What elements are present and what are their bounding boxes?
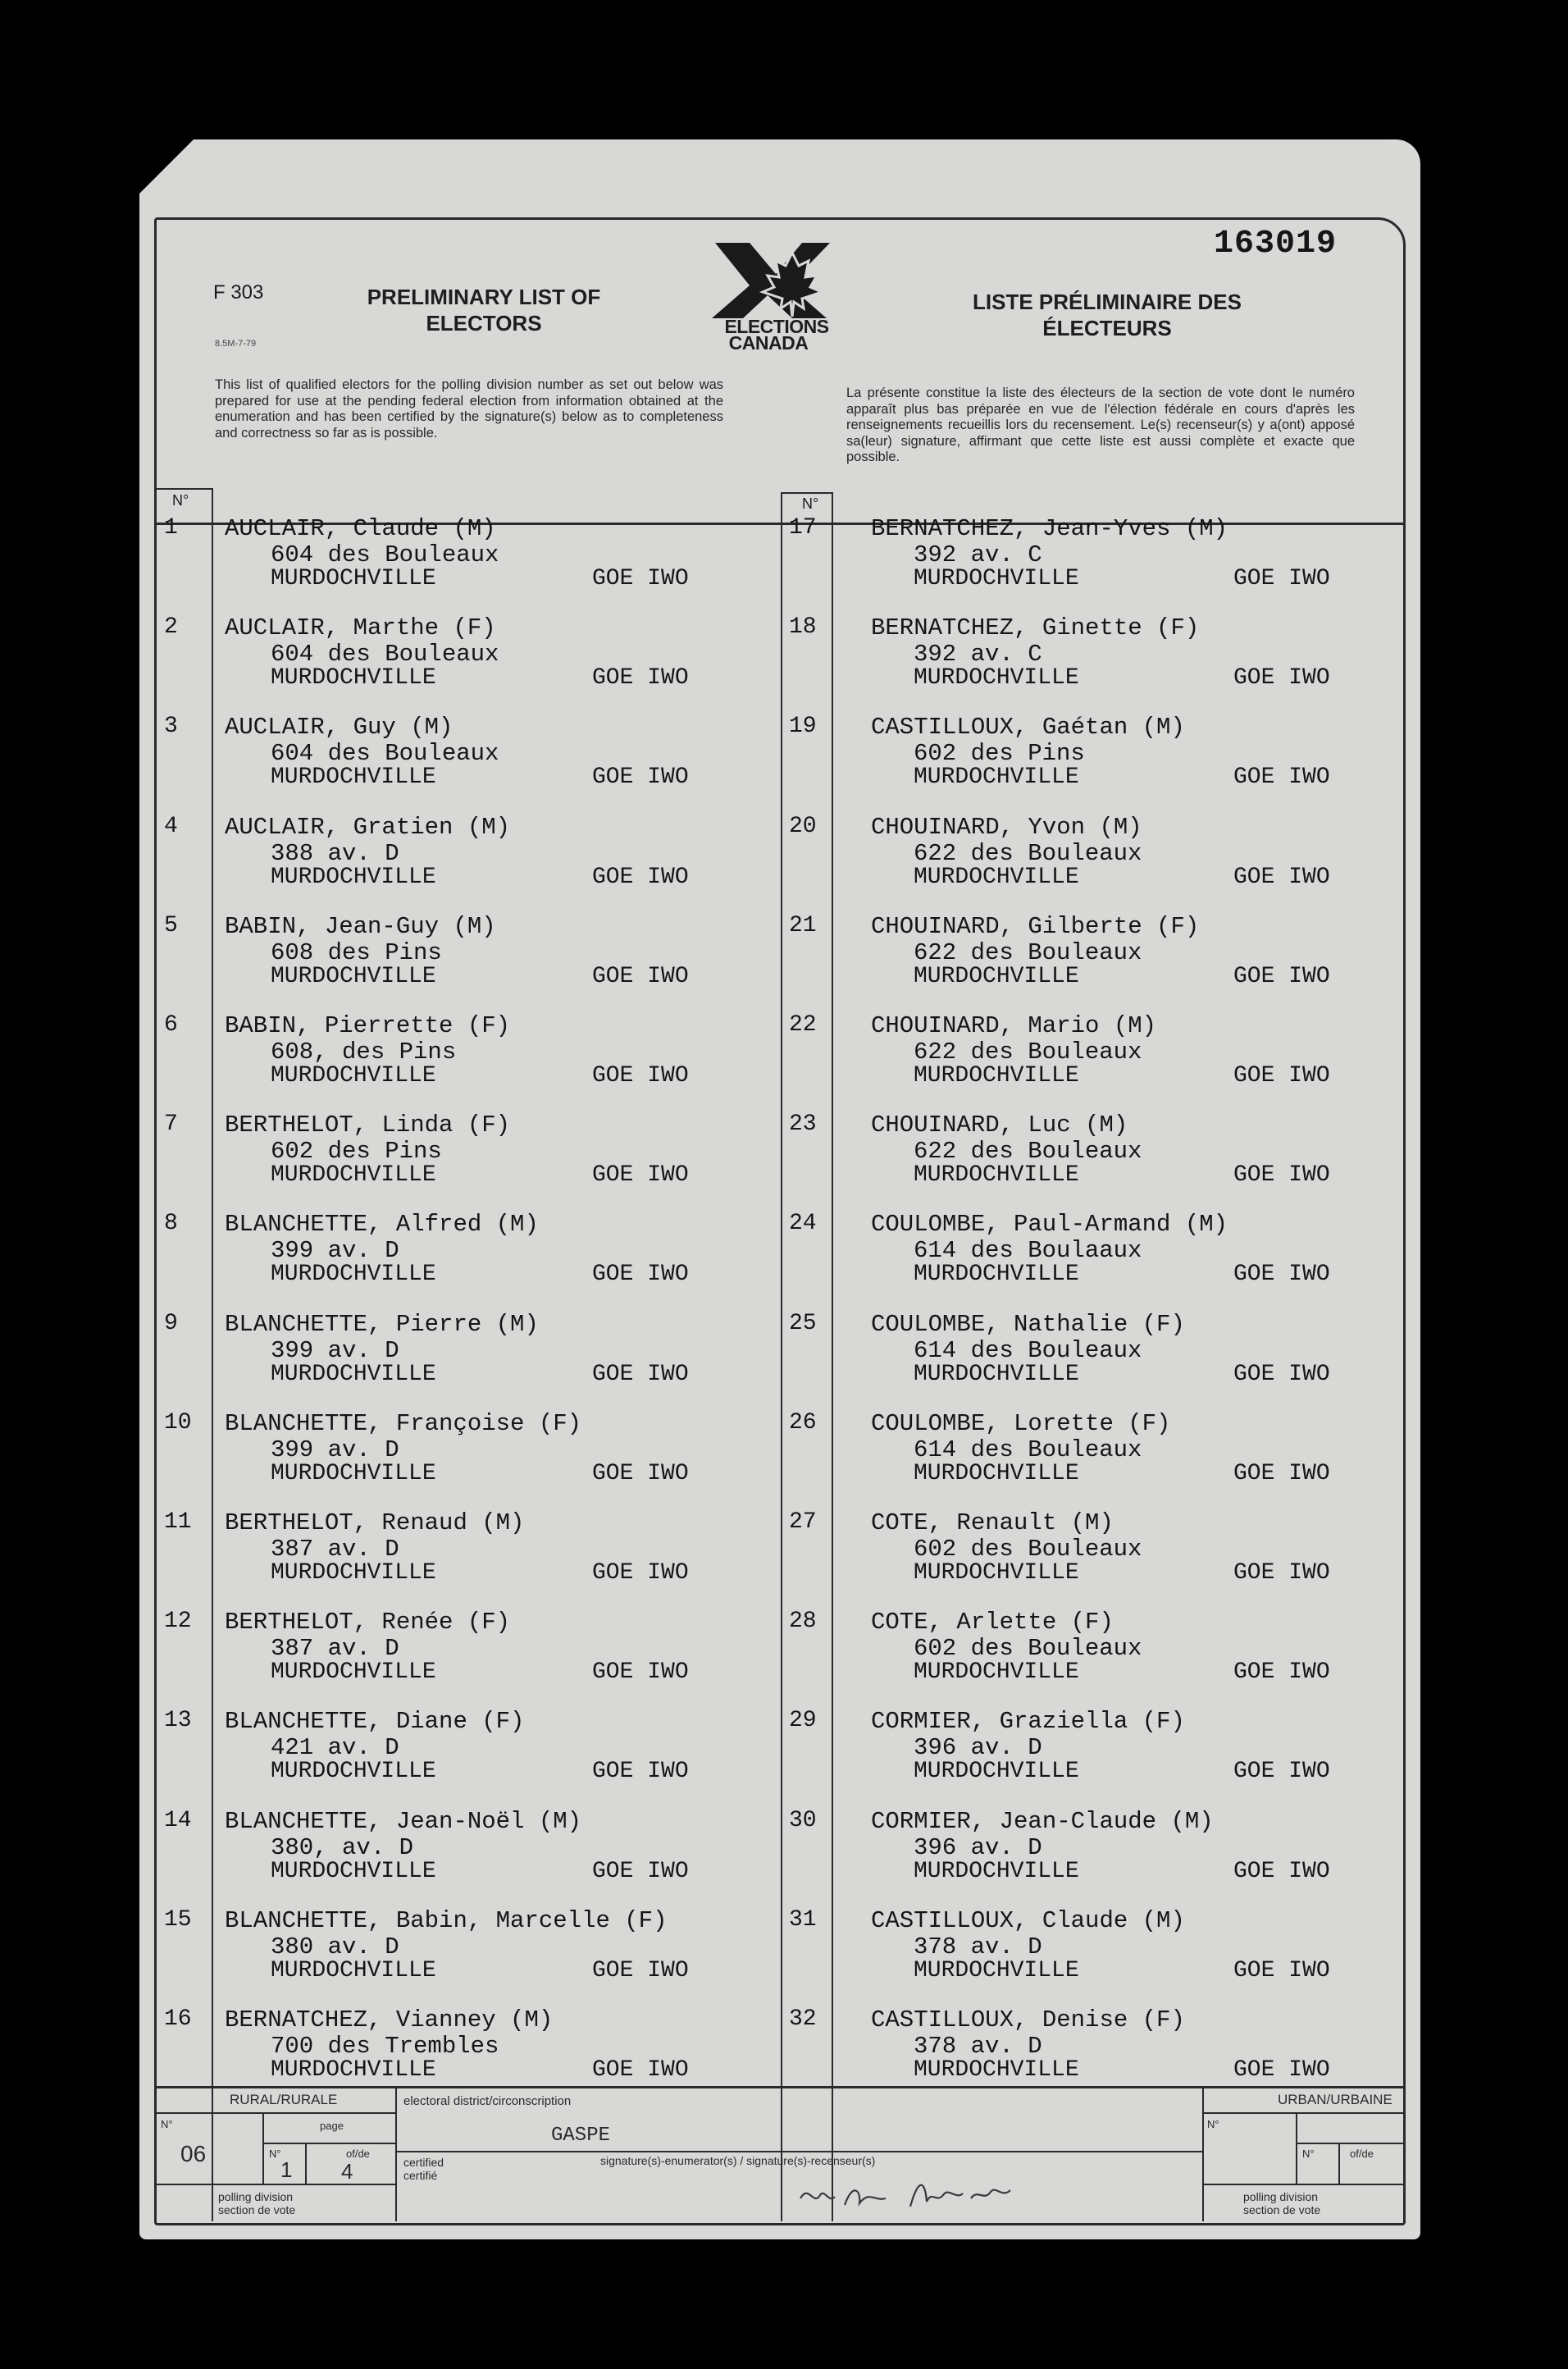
elector-postal-code: GOE IWO: [1233, 1361, 1330, 1387]
elector-number: 14: [164, 1807, 192, 1833]
elector-entry: [789, 814, 1363, 912]
intro-french: La présente constitue la liste des électeurs de la section de vote dont le numéro apparaît plus bas préparée en vue de l'élection fédérale en cours d'après les renseignements recueillis lors du recensement. Le(s) recenseur(s) y a(ont) apposé sa(leur) signature, affirmant que cette liste est aussi complète et exacte que possible.: [846, 386, 1355, 464]
district-value: GASPE: [551, 2125, 611, 2147]
elector-number: 6: [164, 1012, 178, 1038]
elector-postal-code: GOE IWO: [592, 2057, 689, 2083]
elector-entry: [789, 1311, 1363, 1409]
elector-name: BLANCHETTE, Diane (F): [225, 1708, 525, 1736]
folded-corner: [138, 138, 195, 195]
elector-address: 380 av. D: [271, 1933, 399, 1960]
elector-entry: [789, 1907, 1363, 2006]
elector-city: MURDOCHVILLE: [914, 1262, 1079, 1288]
x-maple-leaf-icon: [707, 238, 846, 320]
elector-name: COULOMBE, Paul-Armand (M): [871, 1211, 1228, 1239]
elector-city: MURDOCHVILLE: [271, 1858, 436, 1884]
elector-city: MURDOCHVILLE: [914, 1361, 1079, 1387]
elector-postal-code: GOE IWO: [592, 864, 689, 890]
elector-name: COULOMBE, Lorette (F): [871, 1409, 1171, 1437]
elector-address: 622 des Bouleaux: [914, 839, 1142, 867]
footer-rural-bottom: [154, 2184, 396, 2185]
elector-number: 18: [789, 614, 817, 641]
elector-entry: [789, 1708, 1363, 1806]
footer-page-box-left: [262, 2112, 264, 2184]
urban-page-no-label: N°: [1302, 2148, 1315, 2160]
district-label: electoral district/circonscription: [403, 2094, 572, 2108]
elector-name: COTE, Renault (M): [871, 1509, 1114, 1536]
elector-name: BERNATCHEZ, Jean-Yves (M): [871, 515, 1228, 542]
elector-postal-code: GOE IWO: [1233, 1063, 1330, 1089]
elector-postal-code: GOE IWO: [592, 1560, 689, 1586]
elector-postal-code: GOE IWO: [1233, 566, 1330, 591]
elector-city: MURDOCHVILLE: [271, 1162, 436, 1189]
enumerator-signature: [795, 2166, 1091, 2223]
elector-postal-code: GOE IWO: [1233, 1659, 1330, 1686]
elector-name: BLANCHETTE, Babin, Marcelle (F): [225, 1906, 668, 1934]
elector-name: CHOUINARD, Gilberte (F): [871, 912, 1200, 940]
elector-entry: [789, 1808, 1363, 1906]
urban-no-label: N°: [1207, 2118, 1219, 2130]
elector-postal-code: GOE IWO: [592, 1759, 689, 1785]
elector-entry: [789, 1211, 1363, 1309]
elector-address: 700 des Trembles: [271, 2033, 499, 2060]
footer-rural-rule: [154, 2112, 396, 2114]
elector-address: 602 des Bouleaux: [914, 1536, 1142, 1563]
elector-name: AUCLAIR, Guy (M): [225, 714, 454, 742]
elector-entry: [164, 1509, 738, 1608]
elector-postal-code: GOE IWO: [592, 1162, 689, 1189]
elector-number: 3: [164, 714, 178, 740]
footer-certified-rule: [395, 2151, 1203, 2152]
elector-postal-code: GOE IWO: [1233, 1262, 1330, 1288]
elector-number: 23: [789, 1111, 817, 1138]
elector-name: CHOUINARD, Yvon (M): [871, 813, 1142, 841]
elector-entry: [164, 1111, 738, 1210]
elector-address: 622 des Bouleaux: [914, 938, 1142, 966]
left-column-header: N°: [172, 492, 189, 509]
elector-postal-code: GOE IWO: [1233, 2057, 1330, 2083]
elector-postal-code: GOE IWO: [1233, 1460, 1330, 1486]
certified-label-fr: certifié: [403, 2169, 438, 2182]
elector-number: 31: [789, 1906, 817, 1933]
elector-address: 378 av. D: [914, 2033, 1042, 2060]
elector-address: 604 des Bouleaux: [271, 541, 499, 568]
elector-entry: [789, 515, 1363, 614]
elector-city: MURDOCHVILLE: [914, 864, 1079, 890]
elector-address: 388 av. D: [271, 839, 399, 867]
elections-canada-logo: [707, 238, 846, 353]
rural-of-label: of/de: [346, 2148, 370, 2160]
elector-entry: [164, 1808, 738, 1906]
footer-urban-vertical: [1202, 2086, 1204, 2221]
center-divider: [781, 492, 782, 2221]
elector-city: MURDOCHVILLE: [914, 1460, 1079, 1486]
elector-address: 380, av. D: [271, 1833, 414, 1861]
elector-name: BABIN, Pierrette (F): [225, 1012, 511, 1039]
elector-entry: [164, 913, 738, 1011]
elector-name: CHOUINARD, Mario (M): [871, 1012, 1157, 1039]
elector-city: MURDOCHVILLE: [271, 2057, 436, 2083]
elector-name: BLANCHETTE, Françoise (F): [225, 1409, 582, 1437]
form-code: F 303: [213, 281, 264, 304]
urban-polling-division-fr: section de vote: [1243, 2203, 1321, 2216]
right-header-box-top: [781, 492, 833, 494]
elector-city: MURDOCHVILLE: [914, 1759, 1079, 1785]
elector-number: 21: [789, 912, 817, 938]
elector-name: BERTHELOT, Renaud (M): [225, 1509, 525, 1536]
elector-address: 392 av. C: [914, 541, 1042, 568]
elector-number: 29: [789, 1708, 817, 1734]
elector-city: MURDOCHVILLE: [271, 1560, 436, 1586]
elector-number: 16: [164, 2006, 192, 2032]
elector-name: BERNATCHEZ, Vianney (M): [225, 2006, 554, 2034]
elector-number: 30: [789, 1807, 817, 1833]
elector-address: 622 des Bouleaux: [914, 1038, 1142, 1066]
footer-rural-vertical: [395, 2086, 397, 2221]
footer-urban-page-box-left: [1296, 2112, 1297, 2184]
elector-address: 399 av. D: [271, 1237, 399, 1265]
elector-name: AUCLAIR, Claude (M): [225, 515, 496, 542]
elector-name: CORMIER, Graziella (F): [871, 1708, 1185, 1736]
elector-entry: [164, 2006, 738, 2105]
rural-label: RURAL/RURALE: [230, 2092, 338, 2107]
urban-label: URBAN/URBAINE: [1278, 2092, 1393, 2107]
elector-entry: [789, 714, 1363, 812]
elector-name: BLANCHETTE, Jean-Noël (M): [225, 1807, 582, 1835]
rural-no-label: N°: [161, 2118, 173, 2130]
elector-city: MURDOCHVILLE: [914, 1957, 1079, 1983]
elector-city: MURDOCHVILLE: [914, 566, 1079, 591]
elector-name: AUCLAIR, Gratien (M): [225, 813, 511, 841]
elector-entry: [164, 714, 738, 812]
rural-page-number: 1: [280, 2157, 293, 2182]
elector-city: MURDOCHVILLE: [914, 665, 1079, 692]
elector-address: 614 des Bouleaux: [914, 1336, 1142, 1364]
elector-name: BERNATCHEZ, Ginette (F): [871, 614, 1200, 642]
elector-entry: [164, 1708, 738, 1806]
elector-address: 396 av. D: [914, 1833, 1042, 1861]
elector-number: 32: [789, 2006, 817, 2032]
elector-name: CASTILLOUX, Gaétan (M): [871, 714, 1185, 742]
rural-page-no-label: N°: [269, 2148, 281, 2160]
rural-polling-number: 06: [180, 2141, 207, 2166]
elector-postal-code: GOE IWO: [592, 566, 689, 591]
elector-number: 24: [789, 1211, 817, 1237]
elector-entry: [789, 614, 1363, 713]
elector-entry: [164, 1311, 738, 1409]
elector-address: 602 des Bouleaux: [914, 1635, 1142, 1663]
elector-postal-code: GOE IWO: [592, 1262, 689, 1288]
elector-number: 15: [164, 1906, 192, 1933]
elector-postal-code: GOE IWO: [592, 1460, 689, 1486]
elector-entry: [164, 1012, 738, 1111]
elector-number: 27: [789, 1509, 817, 1535]
elector-address: 387 av. D: [271, 1536, 399, 1563]
elector-postal-code: GOE IWO: [1233, 765, 1330, 791]
title-english-line-1: PRELIMINARY LIST OF: [367, 285, 601, 309]
elector-address: 602 des Pins: [914, 740, 1085, 768]
elector-entry: [789, 1410, 1363, 1509]
elector-address: 387 av. D: [271, 1635, 399, 1663]
title-french-line-1: LISTE PRÉLIMINAIRE DES: [973, 290, 1242, 314]
elector-city: MURDOCHVILLE: [914, 1858, 1079, 1884]
elector-number: 1: [164, 515, 178, 541]
elector-entry: [164, 1609, 738, 1707]
elector-address: 604 des Bouleaux: [271, 641, 499, 669]
elector-address: 392 av. C: [914, 641, 1042, 669]
elector-city: MURDOCHVILLE: [271, 765, 436, 791]
elector-postal-code: GOE IWO: [1233, 1162, 1330, 1189]
elector-number: 2: [164, 614, 178, 641]
elector-postal-code: GOE IWO: [592, 1957, 689, 1983]
elector-address: 608, des Pins: [271, 1038, 457, 1066]
elector-city: MURDOCHVILLE: [271, 665, 436, 692]
elector-city: MURDOCHVILLE: [914, 1560, 1079, 1586]
rural-polling-division-en: polling division: [218, 2190, 294, 2203]
form-sub-code: 8.5M-7-79: [215, 339, 257, 349]
elector-number: 22: [789, 1012, 817, 1038]
elector-postal-code: GOE IWO: [1233, 1957, 1330, 1983]
footer-urban-bottom: [1202, 2184, 1406, 2185]
elector-entry: [164, 1410, 738, 1509]
elector-address: 396 av. D: [914, 1734, 1042, 1762]
elector-number: 7: [164, 1111, 178, 1138]
elector-name: COTE, Arlette (F): [871, 1609, 1114, 1636]
elector-entry: [789, 913, 1363, 1011]
elector-number: 20: [789, 813, 817, 839]
rural-page-total: 4: [341, 2159, 353, 2184]
elector-number: 5: [164, 912, 178, 938]
elector-number: 4: [164, 813, 178, 839]
footer-page-box-top: [262, 2143, 396, 2144]
elector-name: BABIN, Jean-Guy (M): [225, 912, 496, 940]
elector-postal-code: GOE IWO: [592, 963, 689, 989]
elector-postal-code: GOE IWO: [1233, 1759, 1330, 1785]
elector-name: BLANCHETTE, Pierre (M): [225, 1310, 539, 1338]
elector-number: 19: [789, 714, 817, 740]
elector-name: CASTILLOUX, Claude (M): [871, 1906, 1185, 1934]
footer-urban-rule: [1202, 2112, 1406, 2114]
elector-city: MURDOCHVILLE: [914, 765, 1079, 791]
elector-postal-code: GOE IWO: [592, 1659, 689, 1686]
urban-polling-division-en: polling division: [1243, 2190, 1319, 2203]
elector-entry: [164, 515, 738, 614]
elector-number: 8: [164, 1211, 178, 1237]
elector-address: 602 des Pins: [271, 1138, 442, 1166]
elector-city: MURDOCHVILLE: [271, 963, 436, 989]
elector-postal-code: GOE IWO: [1233, 864, 1330, 890]
elector-number: 13: [164, 1708, 192, 1734]
elector-postal-code: GOE IWO: [592, 665, 689, 692]
right-column-header: N°: [802, 495, 819, 512]
elector-postal-code: GOE IWO: [1233, 963, 1330, 989]
elector-postal-code: GOE IWO: [592, 1361, 689, 1387]
elector-city: MURDOCHVILLE: [914, 1162, 1079, 1189]
certified-label-en: certified: [403, 2156, 444, 2169]
elector-city: MURDOCHVILLE: [271, 1957, 436, 1983]
elector-address: 421 av. D: [271, 1734, 399, 1762]
rural-page-label: page: [320, 2120, 344, 2132]
elector-city: MURDOCHVILLE: [271, 566, 436, 591]
elector-postal-code: GOE IWO: [592, 765, 689, 791]
elector-address: 399 av. D: [271, 1436, 399, 1463]
elector-number: 17: [789, 515, 817, 541]
title-french: [935, 289, 1279, 341]
urban-of-label: of/de: [1350, 2148, 1374, 2160]
elector-name: BLANCHETTE, Alfred (M): [225, 1211, 539, 1239]
elector-number: 25: [789, 1310, 817, 1336]
elector-city: MURDOCHVILLE: [271, 864, 436, 890]
signature-label: signature(s)-enumerator(s) / signature(s)-recenseur(s): [600, 2154, 876, 2167]
elector-postal-code: GOE IWO: [1233, 1858, 1330, 1884]
title-french-line-2: ÉLECTEURS: [1042, 316, 1172, 340]
elector-name: CASTILLOUX, Denise (F): [871, 2006, 1185, 2034]
elector-city: MURDOCHVILLE: [271, 1759, 436, 1785]
elector-postal-code: GOE IWO: [592, 1858, 689, 1884]
elector-number: 10: [164, 1409, 192, 1436]
elector-entry: [789, 1012, 1363, 1111]
elector-city: MURDOCHVILLE: [271, 1361, 436, 1387]
elector-postal-code: GOE IWO: [1233, 1560, 1330, 1586]
elector-entry: [164, 614, 738, 713]
elector-entry: [789, 1111, 1363, 1210]
document-page: [139, 139, 1420, 2239]
elector-city: MURDOCHVILLE: [271, 1460, 436, 1486]
elector-entry: [164, 814, 738, 912]
footer-top-rule: [154, 2086, 1406, 2088]
elector-name: BERTHELOT, Renée (F): [225, 1609, 511, 1636]
footer-urban-page-box-top: [1296, 2143, 1406, 2144]
elector-city: MURDOCHVILLE: [271, 1063, 436, 1089]
elector-entry: [789, 1509, 1363, 1608]
elector-entry: [789, 1609, 1363, 1707]
elector-city: MURDOCHVILLE: [914, 963, 1079, 989]
elector-number: 12: [164, 1609, 192, 1635]
elector-postal-code: GOE IWO: [1233, 665, 1330, 692]
elector-city: MURDOCHVILLE: [271, 1262, 436, 1288]
elector-entry: [164, 1907, 738, 2006]
elector-number: 9: [164, 1310, 178, 1336]
elector-address: 614 des Boulaaux: [914, 1237, 1142, 1265]
footer-urban-page-box-mid: [1338, 2143, 1340, 2184]
elector-address: 614 des Bouleaux: [914, 1436, 1142, 1463]
elector-address: 608 des Pins: [271, 938, 442, 966]
elector-address: 604 des Bouleaux: [271, 740, 499, 768]
elector-city: MURDOCHVILLE: [914, 1063, 1079, 1089]
elector-name: BERTHELOT, Linda (F): [225, 1111, 511, 1139]
elector-number: 11: [164, 1509, 192, 1535]
title-english: [328, 284, 640, 336]
footer-page-box-mid: [305, 2143, 307, 2184]
elector-entry: [164, 1211, 738, 1309]
elector-city: MURDOCHVILLE: [914, 1659, 1079, 1686]
elector-address: 378 av. D: [914, 1933, 1042, 1960]
elector-name: CHOUINARD, Luc (M): [871, 1111, 1128, 1139]
logo-text-elections: ELECTIONS: [724, 316, 829, 337]
title-english-line-2: ELECTORS: [426, 311, 542, 335]
elector-address: 399 av. D: [271, 1336, 399, 1364]
elector-number: 28: [789, 1609, 817, 1635]
elector-number: 26: [789, 1409, 817, 1436]
document-number: 163019: [1214, 226, 1338, 262]
elector-entry: [789, 2006, 1363, 2105]
left-header-box-top: [154, 488, 213, 490]
logo-text-canada: CANADA: [728, 332, 809, 354]
intro-english: This list of qualified electors for the polling division number as set out below was prepared for use at the pending federal election from information obtained at the enumeration and has been certified by the signature(s) below as to completeness and correctness so far as is possible.: [215, 377, 723, 440]
elector-name: AUCLAIR, Marthe (F): [225, 614, 496, 642]
elector-address: 622 des Bouleaux: [914, 1138, 1142, 1166]
elector-postal-code: GOE IWO: [592, 1063, 689, 1089]
elector-city: MURDOCHVILLE: [271, 1659, 436, 1686]
elector-name: CORMIER, Jean-Claude (M): [871, 1807, 1214, 1835]
rural-polling-division-fr: section de vote: [218, 2203, 296, 2216]
elector-name: COULOMBE, Nathalie (F): [871, 1310, 1185, 1338]
elector-city: MURDOCHVILLE: [914, 2057, 1079, 2083]
